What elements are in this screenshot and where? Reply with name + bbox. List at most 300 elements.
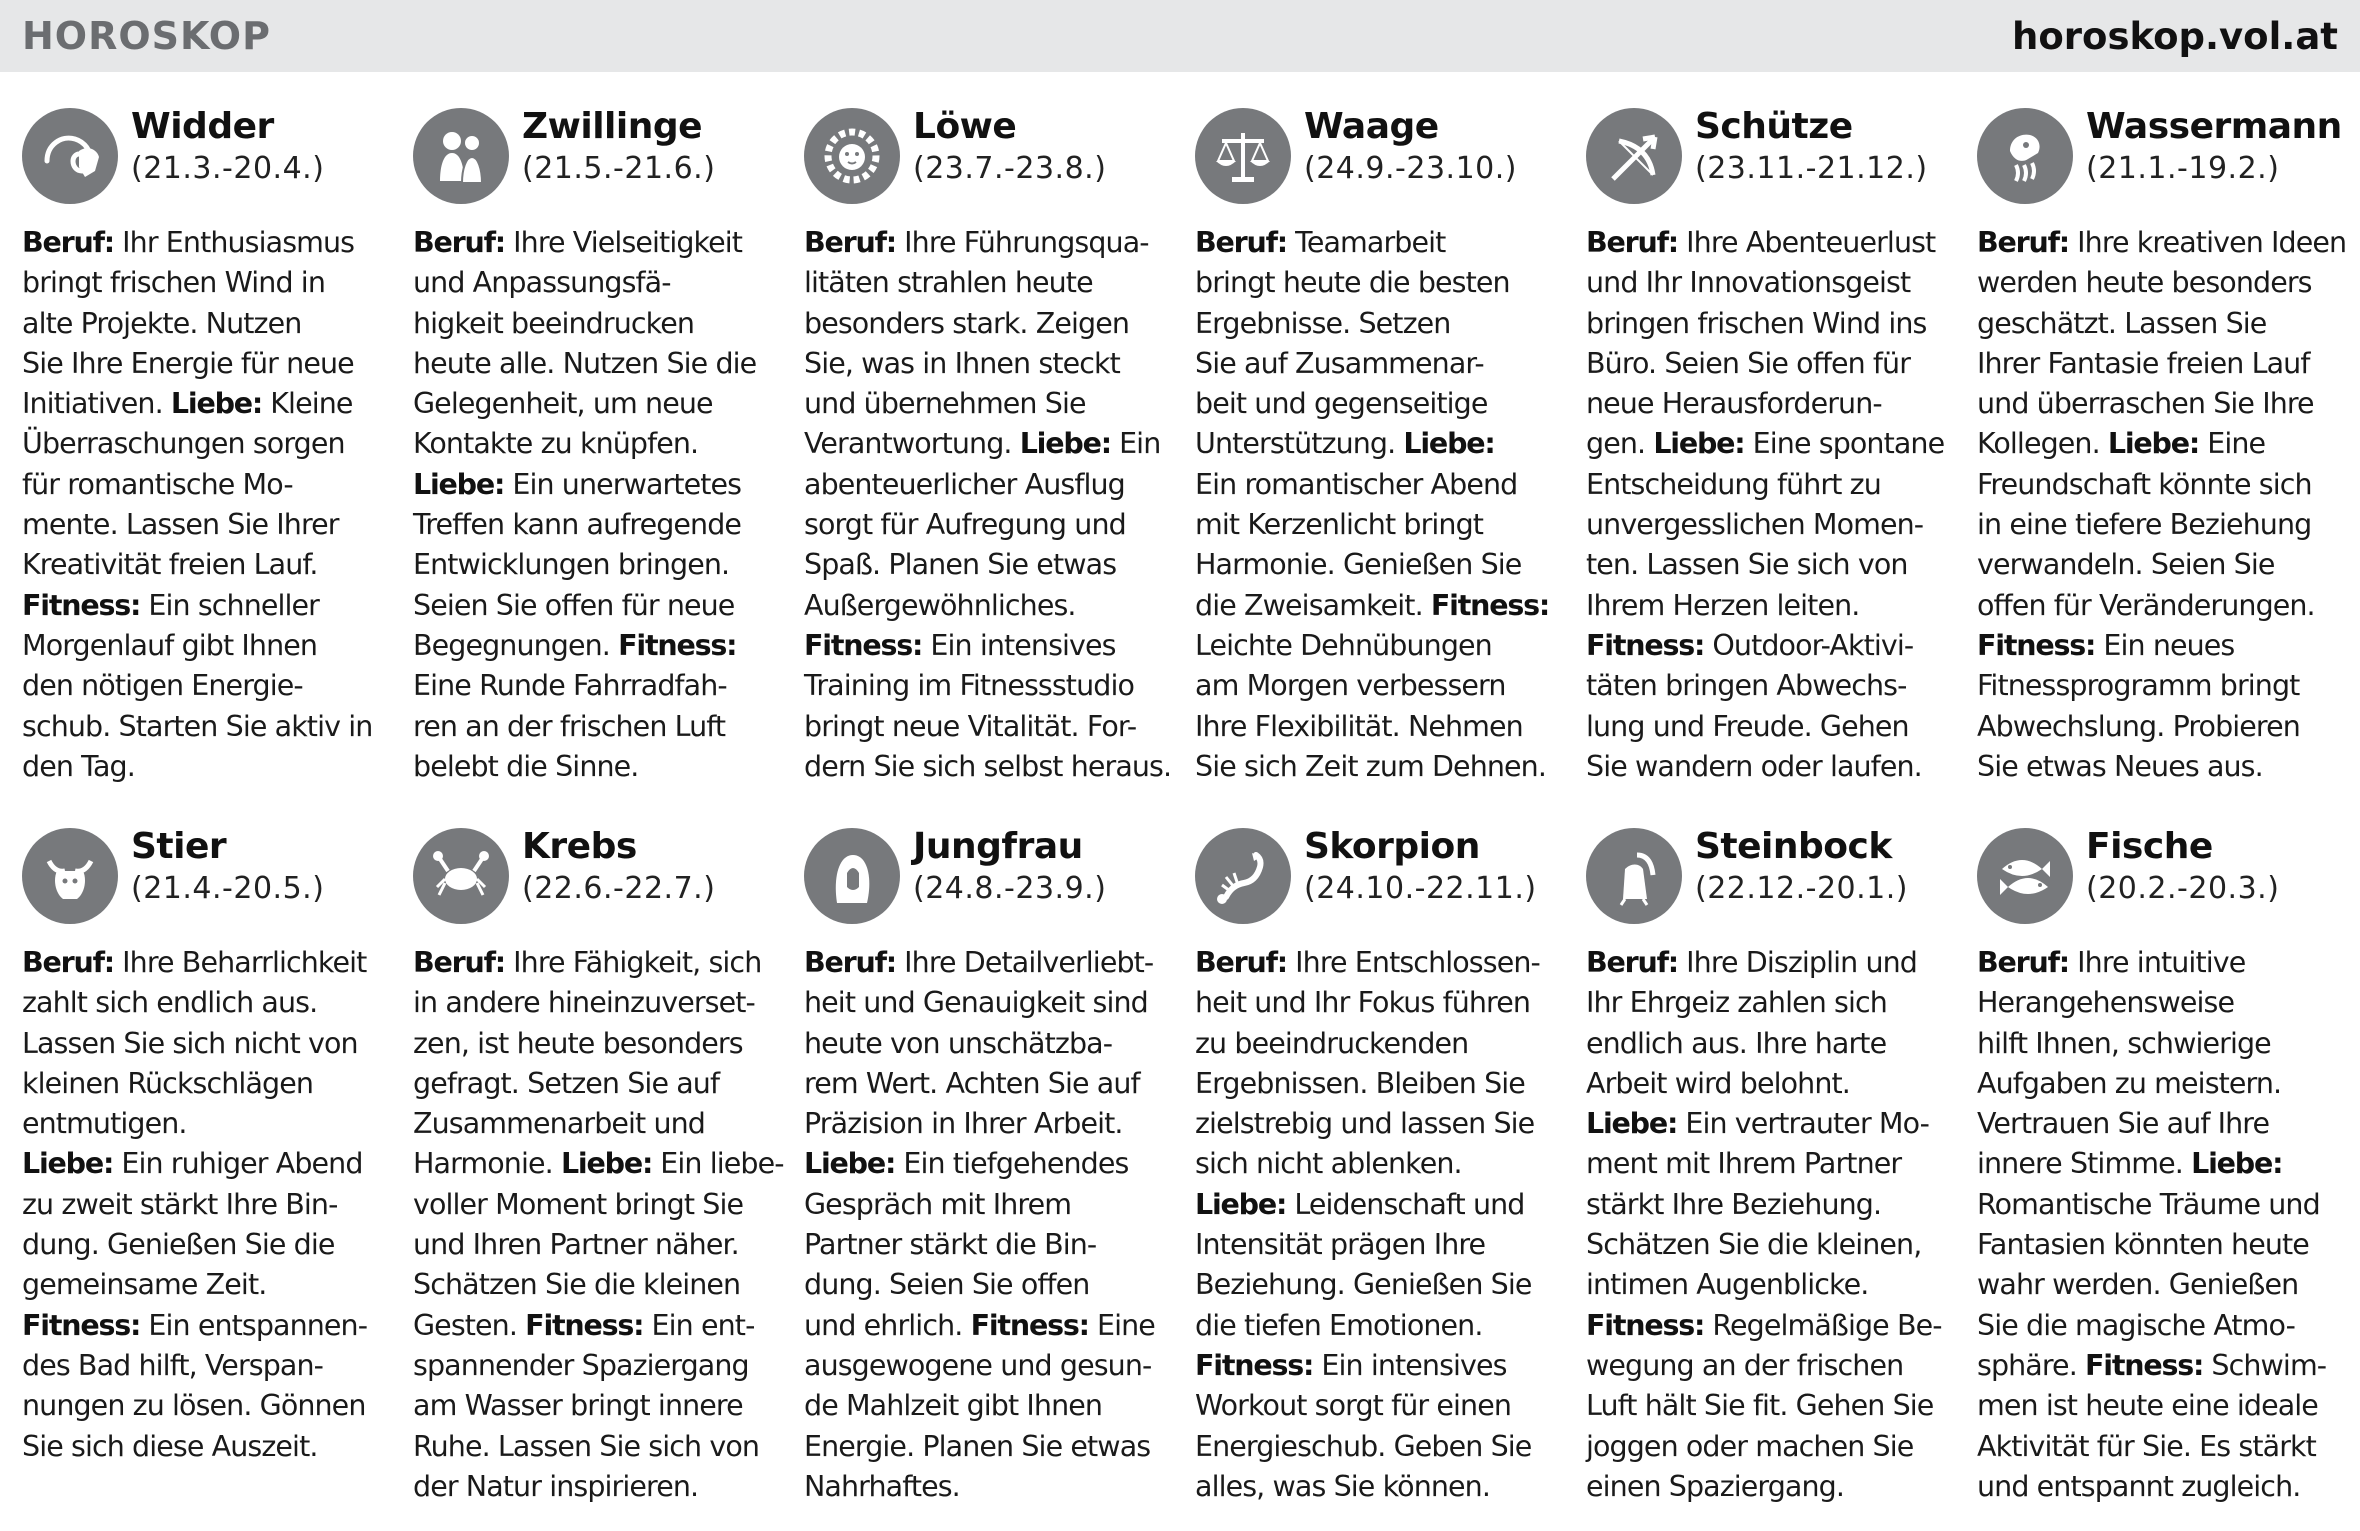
forecast-line bbox=[804, 1024, 1174, 1064]
forecast-text: dung. Seien Sie offen bbox=[804, 1268, 1090, 1302]
forecast-line bbox=[1977, 1104, 2347, 1144]
forecast-category-label: Liebe: bbox=[2191, 1147, 2283, 1181]
forecast-text: unvergesslichen Momen- bbox=[1586, 508, 1924, 542]
forecast-line bbox=[413, 344, 783, 384]
forecast-text: Ein bbox=[1110, 427, 1161, 461]
forecast-line bbox=[804, 1104, 1174, 1144]
forecast-text: Harmonie. Genießen Sie bbox=[1195, 548, 1522, 582]
forecast-text: Ihre Fähigkeit, sich bbox=[505, 946, 762, 979]
forecast-category-label: Liebe: bbox=[413, 467, 505, 501]
forecast-line bbox=[413, 747, 783, 787]
forecast-text: Regelmäßige Be- bbox=[1704, 1308, 1942, 1342]
sign-titles bbox=[1304, 825, 1537, 909]
forecast-line bbox=[1977, 304, 2347, 344]
forecast-line bbox=[22, 586, 392, 626]
sign-forecast-text bbox=[1977, 223, 2347, 787]
forecast-text: Workout sorgt für einen bbox=[1195, 1389, 1511, 1423]
sign-dates: (21.1.-19.2.) bbox=[2086, 151, 2280, 186]
forecast-line bbox=[804, 1346, 1174, 1386]
forecast-text: und überraschen Sie Ihre bbox=[1977, 387, 2314, 421]
scales-icon bbox=[1195, 108, 1291, 204]
forecast-category-label: Fitness: bbox=[2085, 1348, 2204, 1382]
forecast-line bbox=[1586, 666, 1956, 706]
forecast-text: Ein neues bbox=[2095, 628, 2235, 662]
archer-icon bbox=[1586, 108, 1682, 204]
forecast-line bbox=[413, 223, 783, 263]
forecast-line bbox=[413, 626, 783, 666]
lion-icon bbox=[804, 108, 900, 204]
forecast-text: die Zweisamkeit. bbox=[1195, 588, 1431, 622]
forecast-line bbox=[22, 666, 392, 706]
forecast-line bbox=[413, 304, 783, 344]
sign-wassermann bbox=[1977, 105, 2347, 825]
horoscope-grid bbox=[0, 105, 2360, 1525]
forecast-line bbox=[1195, 1144, 1565, 1184]
sign-steinbock bbox=[1586, 825, 1956, 1525]
forecast-text: Entscheidung führt zu bbox=[1586, 467, 1881, 501]
forecast-text: verwandeln. Seien Sie bbox=[1977, 548, 2275, 582]
forecast-text: Initiativen. bbox=[22, 387, 171, 421]
sign-header bbox=[1977, 105, 2347, 217]
forecast-text: Outdoor-Aktivi- bbox=[1704, 628, 1914, 662]
forecast-line bbox=[1195, 465, 1565, 505]
forecast-text: Ein tiefgehendes bbox=[895, 1147, 1129, 1181]
forecast-text: Gesten. bbox=[413, 1308, 526, 1342]
forecast-text: geschätzt. Lassen Sie bbox=[1977, 306, 2267, 340]
sign-name: Skorpion bbox=[1304, 826, 1480, 867]
forecast-line bbox=[413, 1104, 783, 1144]
forecast-text: Schätzen Sie die kleinen bbox=[413, 1268, 741, 1302]
forecast-text: Ein unerwartetes bbox=[504, 467, 742, 501]
sign-header bbox=[1977, 825, 2347, 937]
forecast-text: offen für Veränderungen. bbox=[1977, 588, 2315, 622]
forecast-line bbox=[1586, 943, 1956, 983]
forecast-line bbox=[413, 424, 783, 464]
forecast-line bbox=[1195, 1225, 1565, 1265]
forecast-line bbox=[22, 626, 392, 666]
forecast-text: hilft Ihnen, schwierige bbox=[1977, 1026, 2271, 1060]
forecast-text: Gespräch mit Ihrem bbox=[804, 1187, 1072, 1221]
sign-titles bbox=[1695, 105, 1928, 189]
forecast-text: stärkt Ihre Beziehung. bbox=[1586, 1187, 1882, 1221]
forecast-text: Ergebnisse. Setzen bbox=[1195, 306, 1451, 340]
forecast-text: Ihre Entschlossen- bbox=[1287, 946, 1540, 979]
forecast-text: Fitnessprogramm bringt bbox=[1977, 669, 2300, 703]
forecast-text: Training im Fitnessstudio bbox=[804, 669, 1134, 703]
forecast-line bbox=[1195, 304, 1565, 344]
forecast-line bbox=[1195, 1185, 1565, 1225]
forecast-category-label: Beruf: bbox=[22, 226, 114, 259]
forecast-text: innere Stimme. bbox=[1977, 1147, 2192, 1181]
forecast-category-label: Fitness: bbox=[1586, 1308, 1705, 1342]
forecast-text: Außergewöhnliches. bbox=[804, 588, 1076, 622]
forecast-line bbox=[1195, 1306, 1565, 1346]
forecast-text: kleinen Rückschlägen bbox=[22, 1066, 314, 1100]
forecast-line bbox=[1977, 505, 2347, 545]
forecast-line bbox=[804, 626, 1174, 666]
forecast-line bbox=[804, 545, 1174, 585]
forecast-text: Intensität prägen Ihre bbox=[1195, 1228, 1486, 1262]
forecast-line bbox=[1586, 1386, 1956, 1426]
sign-name: Widder bbox=[131, 106, 274, 147]
forecast-text: Kollegen. bbox=[1977, 427, 2108, 461]
forecast-text: Romantische Träume und bbox=[1977, 1187, 2320, 1221]
forecast-line bbox=[413, 1386, 783, 1426]
forecast-text: Ihr Ehrgeiz zahlen sich bbox=[1586, 986, 1887, 1020]
sign-name: Jungfrau bbox=[913, 826, 1083, 867]
forecast-text: heit und Genauigkeit sind bbox=[804, 986, 1148, 1020]
sign-titles bbox=[522, 105, 715, 189]
forecast-text: Zusammenarbeit und bbox=[413, 1107, 705, 1141]
forecast-category-label: Liebe: bbox=[1019, 427, 1111, 461]
forecast-line bbox=[413, 465, 783, 505]
forecast-text: einen Spaziergang. bbox=[1586, 1469, 1845, 1503]
forecast-text: Energie. Planen Sie etwas bbox=[804, 1429, 1151, 1463]
forecast-text: Eine Runde Fahrradfah- bbox=[413, 669, 727, 703]
forecast-text: Leidenschaft und bbox=[1286, 1187, 1525, 1221]
forecast-text: lung und Freude. Gehen bbox=[1586, 709, 1909, 743]
forecast-category-label: Beruf: bbox=[1586, 226, 1678, 259]
forecast-line bbox=[22, 545, 392, 585]
sign-header bbox=[22, 105, 392, 217]
forecast-text: Spaß. Planen Sie etwas bbox=[804, 548, 1117, 582]
forecast-line bbox=[1586, 1427, 1956, 1467]
sign-forecast-text bbox=[22, 943, 392, 1467]
forecast-line bbox=[1195, 545, 1565, 585]
sign-forecast-text bbox=[1586, 223, 1956, 787]
forecast-line bbox=[1586, 747, 1956, 787]
forecast-text: Ihre Flexibilität. Nehmen bbox=[1195, 709, 1523, 743]
forecast-line bbox=[804, 1427, 1174, 1467]
forecast-text: Ein entspannen- bbox=[140, 1308, 368, 1342]
sign-name: Löwe bbox=[913, 106, 1017, 147]
forecast-line bbox=[804, 344, 1174, 384]
forecast-text: in andere hineinzuverset- bbox=[413, 986, 755, 1020]
forecast-line bbox=[413, 1306, 783, 1346]
forecast-line bbox=[804, 747, 1174, 787]
forecast-line bbox=[22, 1265, 392, 1305]
forecast-line bbox=[413, 1467, 783, 1507]
forecast-line bbox=[413, 707, 783, 747]
forecast-text: Ein intensives bbox=[1313, 1348, 1507, 1382]
forecast-line bbox=[22, 707, 392, 747]
forecast-text: Ein liebe- bbox=[652, 1147, 784, 1181]
forecast-text: Ihr Enthusiasmus bbox=[114, 226, 355, 259]
forecast-line bbox=[1586, 1064, 1956, 1104]
sign-zwillinge bbox=[413, 105, 783, 825]
forecast-line bbox=[1586, 1306, 1956, 1346]
forecast-category-label: Beruf: bbox=[1977, 226, 2069, 259]
forecast-text: Präzision in Ihrer Arbeit. bbox=[804, 1107, 1123, 1141]
forecast-category-label: Beruf: bbox=[1586, 946, 1678, 979]
forecast-line bbox=[1586, 1144, 1956, 1184]
forecast-category-label: Fitness: bbox=[1430, 588, 1550, 622]
forecast-line bbox=[804, 304, 1174, 344]
forecast-text: Ihre Abenteuerlust bbox=[1678, 226, 1936, 259]
forecast-text: Fantasien könnten heute bbox=[1977, 1228, 2309, 1262]
sign-forecast-text bbox=[413, 943, 783, 1507]
forecast-line bbox=[1195, 1265, 1565, 1305]
forecast-category-label: Liebe: bbox=[1586, 1107, 1678, 1141]
forecast-line bbox=[413, 263, 783, 303]
forecast-line bbox=[804, 707, 1174, 747]
forecast-line bbox=[1195, 344, 1565, 384]
sign-stier bbox=[22, 825, 392, 1525]
forecast-line bbox=[413, 983, 783, 1023]
forecast-line bbox=[804, 505, 1174, 545]
sign-name: Zwillinge bbox=[522, 106, 703, 147]
forecast-text: Ein ent- bbox=[643, 1308, 755, 1342]
forecast-category-label: Fitness: bbox=[1195, 1348, 1314, 1382]
forecast-line bbox=[1977, 465, 2347, 505]
forecast-line bbox=[22, 943, 392, 983]
forecast-category-label: Liebe: bbox=[2107, 427, 2200, 461]
forecast-text: nungen zu lösen. Gönnen bbox=[22, 1389, 366, 1423]
forecast-line bbox=[22, 1024, 392, 1064]
forecast-line bbox=[1195, 1346, 1565, 1386]
forecast-line bbox=[1586, 304, 1956, 344]
forecast-line bbox=[413, 545, 783, 585]
forecast-text: und Ihren Partner näher. bbox=[413, 1228, 739, 1262]
forecast-text: Überraschungen sorgen bbox=[22, 427, 345, 461]
forecast-text: Ihre Vielseitigkeit bbox=[505, 226, 743, 259]
sign-dates: (20.2.-20.3.) bbox=[2086, 871, 2280, 906]
forecast-text: Eine bbox=[2199, 427, 2266, 461]
forecast-line bbox=[1195, 586, 1565, 626]
forecast-text: Unterstützung. bbox=[1195, 427, 1404, 461]
forecast-text: wegung an der frischen bbox=[1586, 1348, 1904, 1382]
forecast-line bbox=[1195, 1104, 1565, 1144]
forecast-category-label: Fitness: bbox=[804, 628, 923, 662]
forecast-text: Ihre kreativen Ideen bbox=[2069, 226, 2347, 259]
forecast-line bbox=[1195, 707, 1565, 747]
forecast-category-label: Fitness: bbox=[970, 1308, 1089, 1342]
forecast-text: Arbeit wird belohnt. bbox=[1586, 1066, 1850, 1100]
forecast-text: zielstrebig und lassen Sie bbox=[1195, 1107, 1535, 1141]
forecast-line bbox=[1586, 545, 1956, 585]
forecast-line bbox=[413, 586, 783, 626]
forecast-line bbox=[1586, 465, 1956, 505]
sign-forecast-text bbox=[804, 943, 1174, 1507]
forecast-text: Ein schneller bbox=[140, 588, 319, 622]
forecast-text: zen, ist heute besonders bbox=[413, 1026, 743, 1060]
source-url[interactable]: horoskop.vol.at bbox=[2012, 14, 2338, 58]
forecast-category-label: Beruf: bbox=[413, 226, 505, 259]
forecast-line bbox=[1977, 1306, 2347, 1346]
forecast-line bbox=[22, 465, 392, 505]
forecast-text: Freundschaft könnte sich bbox=[1977, 467, 2312, 501]
forecast-line bbox=[1195, 223, 1565, 263]
forecast-line bbox=[804, 1185, 1174, 1225]
forecast-text: neue Herausforderun- bbox=[1586, 387, 1882, 421]
sign-dates: (24.10.-22.11.) bbox=[1304, 871, 1537, 906]
forecast-text: alte Projekte. Nutzen bbox=[22, 306, 302, 340]
forecast-line bbox=[22, 223, 392, 263]
forecast-text: schub. Starten Sie aktiv in bbox=[22, 709, 373, 743]
forecast-line bbox=[1977, 545, 2347, 585]
forecast-line bbox=[1977, 1064, 2347, 1104]
forecast-text: mente. Lassen Sie Ihrer bbox=[22, 508, 339, 542]
sign-name: Wassermann bbox=[2086, 106, 2342, 147]
sign-header bbox=[413, 105, 783, 217]
forecast-text: Ihre Beharrlichkeit bbox=[114, 946, 367, 979]
forecast-line bbox=[413, 1185, 783, 1225]
forecast-text: ren an der frischen Luft bbox=[413, 709, 726, 743]
forecast-line bbox=[1977, 666, 2347, 706]
forecast-line bbox=[1195, 424, 1565, 464]
forecast-line bbox=[1977, 1225, 2347, 1265]
sign-dates: (24.8.-23.9.) bbox=[913, 871, 1107, 906]
sign-header bbox=[413, 825, 783, 937]
sign-header bbox=[804, 825, 1174, 937]
forecast-text: und ehrlich. bbox=[804, 1308, 971, 1342]
forecast-line bbox=[1977, 747, 2347, 787]
forecast-line bbox=[1586, 1104, 1956, 1144]
forecast-text: Partner stärkt die Bin- bbox=[804, 1228, 1097, 1262]
sign-dates: (24.9.-23.10.) bbox=[1304, 151, 1517, 186]
forecast-line bbox=[1977, 943, 2347, 983]
forecast-text: am Wasser bringt innere bbox=[413, 1389, 743, 1423]
sign-titles bbox=[522, 825, 715, 909]
forecast-text: heute alle. Nutzen Sie die bbox=[413, 346, 757, 380]
forecast-text: Schätzen Sie die kleinen, bbox=[1586, 1228, 1922, 1262]
sign-forecast-text bbox=[22, 223, 392, 787]
forecast-line bbox=[1195, 1427, 1565, 1467]
forecast-text: Vertrauen Sie auf Ihre bbox=[1977, 1107, 2270, 1141]
forecast-category-label: Liebe: bbox=[170, 387, 263, 421]
sign-dates: (21.5.-21.6.) bbox=[522, 151, 716, 186]
forecast-text: Ihre Führungsqua- bbox=[896, 226, 1149, 259]
forecast-text: Ein romantischer Abend bbox=[1195, 467, 1518, 501]
forecast-line bbox=[1977, 586, 2347, 626]
forecast-line bbox=[413, 666, 783, 706]
forecast-text: Gelegenheit, um neue bbox=[413, 387, 713, 421]
forecast-category-label: Fitness: bbox=[22, 588, 141, 622]
sign-header bbox=[1586, 825, 1956, 937]
forecast-line bbox=[1586, 505, 1956, 545]
forecast-line bbox=[1195, 666, 1565, 706]
horoskop-header bbox=[0, 0, 2360, 72]
forecast-line bbox=[804, 666, 1174, 706]
forecast-line bbox=[22, 1104, 392, 1144]
sign-waage bbox=[1195, 105, 1565, 825]
forecast-text: zu beeindruckenden bbox=[1195, 1026, 1469, 1060]
forecast-line bbox=[1586, 223, 1956, 263]
forecast-text: Sie wandern oder laufen. bbox=[1586, 749, 1922, 783]
sign-titles bbox=[913, 105, 1106, 189]
sign-forecast-text bbox=[1195, 943, 1565, 1507]
forecast-text: gefragt. Setzen Sie auf bbox=[413, 1066, 720, 1100]
forecast-line bbox=[22, 344, 392, 384]
forecast-line bbox=[1977, 1024, 2347, 1064]
sign-forecast-text bbox=[1977, 943, 2347, 1507]
sign-forecast-text bbox=[804, 223, 1174, 787]
forecast-category-label: Fitness: bbox=[22, 1308, 141, 1342]
sign-dates: (22.12.-20.1.) bbox=[1695, 871, 1908, 906]
forecast-category-label: Beruf: bbox=[804, 946, 896, 979]
sign-header bbox=[1195, 825, 1565, 937]
forecast-line bbox=[804, 424, 1174, 464]
sign-titles bbox=[2086, 105, 2342, 189]
forecast-text: dung. Genießen Sie die bbox=[22, 1228, 335, 1262]
forecast-text: entmutigen. bbox=[22, 1107, 187, 1141]
forecast-text: de Mahlzeit gibt Ihnen bbox=[804, 1389, 1103, 1423]
forecast-line bbox=[1586, 707, 1956, 747]
forecast-line bbox=[1586, 1265, 1956, 1305]
forecast-line bbox=[1977, 1386, 2347, 1426]
forecast-text: Aufgaben zu meistern. bbox=[1977, 1066, 2282, 1100]
sign-name: Stier bbox=[131, 826, 227, 867]
forecast-text: Ihre Detailverliebt- bbox=[896, 946, 1154, 979]
sign-name: Krebs bbox=[522, 826, 637, 867]
twins-icon bbox=[413, 108, 509, 204]
forecast-text: Ergebnissen. Bleiben Sie bbox=[1195, 1066, 1525, 1100]
forecast-line bbox=[1586, 1185, 1956, 1225]
forecast-line bbox=[1586, 586, 1956, 626]
forecast-text: bringt frischen Wind in bbox=[22, 266, 325, 300]
forecast-text: und Ihr Innovationsgeist bbox=[1586, 266, 1911, 300]
forecast-text: Ihrer Fantasie freien Lauf bbox=[1977, 346, 2310, 380]
forecast-line bbox=[1195, 747, 1565, 787]
forecast-text: alles, was Sie können. bbox=[1195, 1469, 1490, 1503]
forecast-line bbox=[1195, 505, 1565, 545]
forecast-line bbox=[1195, 1024, 1565, 1064]
forecast-line bbox=[804, 1225, 1174, 1265]
forecast-text: Lassen Sie sich nicht von bbox=[22, 1026, 358, 1060]
forecast-line bbox=[804, 384, 1174, 424]
forecast-text: joggen oder machen Sie bbox=[1586, 1429, 1914, 1463]
forecast-line bbox=[1586, 1346, 1956, 1386]
forecast-line bbox=[413, 1225, 783, 1265]
fish-icon bbox=[1977, 828, 2073, 924]
forecast-line bbox=[1977, 263, 2347, 303]
forecast-text: der Natur inspirieren. bbox=[413, 1469, 699, 1503]
forecast-text: ten. Lassen Sie sich von bbox=[1586, 548, 1908, 582]
forecast-line bbox=[1195, 1064, 1565, 1104]
forecast-line bbox=[1977, 626, 2347, 666]
forecast-line bbox=[1977, 1144, 2347, 1184]
forecast-line bbox=[1977, 1346, 2347, 1386]
sign-titles bbox=[1695, 825, 1908, 909]
forecast-text: Schwim- bbox=[2203, 1348, 2327, 1382]
forecast-line bbox=[22, 1427, 392, 1467]
forecast-text: Sie Ihre Energie für neue bbox=[22, 346, 354, 380]
forecast-line bbox=[804, 586, 1174, 626]
forecast-text: Beziehung. Genießen Sie bbox=[1195, 1268, 1532, 1302]
forecast-text: gemeinsame Zeit. bbox=[22, 1268, 267, 1302]
sign-header bbox=[1586, 105, 1956, 217]
forecast-line bbox=[804, 1144, 1174, 1184]
forecast-text: Ihre intuitive bbox=[2069, 946, 2246, 979]
forecast-text: des Bad hilft, Verspan- bbox=[22, 1348, 324, 1382]
forecast-text: rem Wert. Achten Sie auf bbox=[804, 1066, 1140, 1100]
forecast-text: higkeit beeindrucken bbox=[413, 306, 695, 340]
forecast-text: Ihre Disziplin und bbox=[1678, 946, 1917, 979]
forecast-text: Abwechslung. Probieren bbox=[1977, 709, 2300, 743]
forecast-text: endlich aus. Ihre harte bbox=[1586, 1026, 1887, 1060]
sign-name: Steinbock bbox=[1695, 826, 1892, 867]
forecast-line bbox=[804, 1467, 1174, 1507]
forecast-text: den nötigen Energie- bbox=[22, 669, 303, 703]
forecast-line bbox=[22, 1306, 392, 1346]
forecast-line bbox=[22, 1185, 392, 1225]
sign-titles bbox=[913, 825, 1106, 909]
forecast-text: Ein vertrauter Mo- bbox=[1677, 1107, 1930, 1141]
forecast-text: heit und Ihr Fokus führen bbox=[1195, 986, 1531, 1020]
forecast-text: für romantische Mo- bbox=[22, 467, 293, 501]
forecast-text: men ist heute eine ideale bbox=[1977, 1389, 2318, 1423]
forecast-line bbox=[804, 223, 1174, 263]
